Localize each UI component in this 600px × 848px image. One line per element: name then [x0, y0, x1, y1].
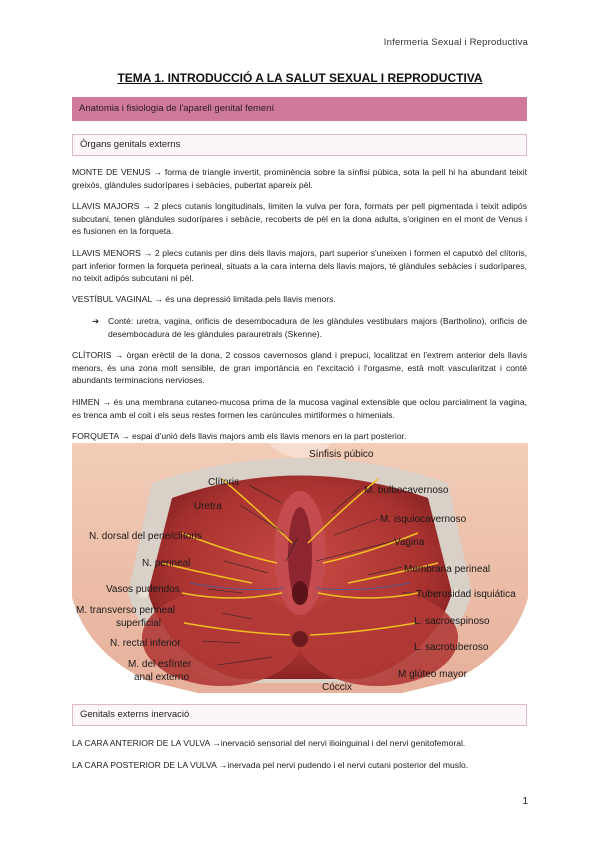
- page-number: 1: [522, 796, 528, 807]
- page-title: TEMA 1. INTRODUCCIÓ A LA SALUT SEXUAL I REPRODUCTIVA: [117, 71, 483, 85]
- label-sinfisis: Sínfisis púbico: [309, 449, 374, 460]
- section-band-external: Òrgans genitals externs: [72, 134, 527, 156]
- label-bulbocavernoso: M. bulbocavernoso: [364, 485, 449, 496]
- vulva-innervation-figure: [72, 443, 528, 693]
- label-sacrotuberoso: L. sacrotuberoso: [414, 642, 489, 653]
- label-transverso-2: superficial: [116, 618, 162, 629]
- label-tuberosidad: Tuberosidad isquiática: [416, 589, 516, 600]
- label-coccix: Cóccix: [322, 682, 353, 693]
- arrow-bullet-icon: ➔: [92, 316, 100, 326]
- section-band-anatomy: Anatomia i fisiologia de l'aparell genital femení: [72, 97, 527, 121]
- label-esfinter-1: M. del esfínter: [128, 659, 192, 670]
- label-vagina: Vagina: [394, 537, 425, 548]
- paragraph-llavis-majors: LLAVIS MAJORS → 2 plecs cutanis longitudinals, limiten la vulva per fora, formats per pell pigmentada i teixit adipós subcutani, tenen glàndules sudorípares i sebàcie, recoberts de pèl en la dona adulta, s'originen en el mont de Venus i es fusionen en la forqueta.: [72, 201, 527, 236]
- section-band-innervation: Genitals externs inervació: [72, 704, 527, 726]
- paragraph-himen: HIMEN → és una membrana cutaneo-mucosa prima de la mucosa vaginal extensible que oclou parcialment la vagina, es trenca amb el coit i els seus restes formen les carúncules mirtiformes o himenials.: [72, 397, 527, 420]
- label-esfinter-2: anal externo: [134, 672, 190, 683]
- label-transverso-1: M. transverso perineal: [76, 605, 175, 616]
- label-rectal: N. rectal inferior: [110, 638, 181, 649]
- paragraph-vestibul: VESTÍBUL VAGINAL → és una depressió limitada pels llavis menors.: [72, 294, 336, 304]
- anatomy-illustration: [72, 443, 528, 693]
- label-membrana: Membrana perineal: [404, 564, 491, 575]
- label-vasos: Vasos pudendos: [106, 584, 180, 595]
- paragraph-cara-posterior: LA CARA POSTERIOR DE LA VULVA →inervada pel nervi pudendo i el nervi cutani posterior del muslo.: [72, 760, 469, 770]
- paragraph-forqueta: FORQUETA → espai d'unió dels llavis majors amb els llavis menors en la part posterior.: [72, 431, 407, 441]
- label-dorsal: N. dorsal del pene/clítoris: [89, 531, 202, 542]
- bullet-text: Conté: uretra, vagina, orificis de desembocadura de les glàndules vestibulars majors (Bartholino), orificis de desembocadura de les glàndules parauretrals (Skenne).: [108, 316, 527, 339]
- paragraph-cara-anterior: LA CARA ANTERIOR DE LA VULVA →inervació sensorial del nervi ilioinguinal i del nervi genitofemoral.: [72, 738, 466, 748]
- running-header: Infermeria Sexual i Reproductiva: [383, 37, 528, 48]
- label-perineal: N. perineal: [142, 558, 191, 569]
- label-gluteo: M glúteo mayor: [398, 669, 467, 680]
- paragraph-llavis-menors: LLAVIS MENORS → 2 plecs cutanis per dins dels llavis majors, part superior s'uneixen i formen el caputxó del clítoris, part inferior formen la forqueta perineal, situats a la cara interna dels llavis majors, té glàndules sebàcies i sudorípares, no teixit adipós subcutani ni pèl.: [72, 248, 527, 283]
- label-sacroespinoso: L. sacroespinoso: [414, 616, 490, 627]
- paragraph-clitoris: CLÍTORIS → òrgan erèctil de la dona, 2 cossos cavernosos gland i prepuci, localitzat en l'extrem anterior dels llavis menors, és una zona molt sensible, de gran importància en l'excitació i l'orgasme, està molt vascularitzat i conté abundants terminacions nervioses.: [72, 350, 527, 385]
- label-clitoris: Clítoris: [208, 477, 240, 488]
- paragraph-monte-venus: MONTE DE VENUS → forma de triangle invertit, prominència sobre la sínfisi púbica, sota la pell hi ha abundant teixit greixós, glàndules sudorípares i sebàcies, pubertat apareix pèl.: [72, 167, 527, 190]
- label-isquiocavernoso: M. isquiocavernoso: [380, 514, 467, 525]
- label-uretra: Uretra: [194, 501, 222, 512]
